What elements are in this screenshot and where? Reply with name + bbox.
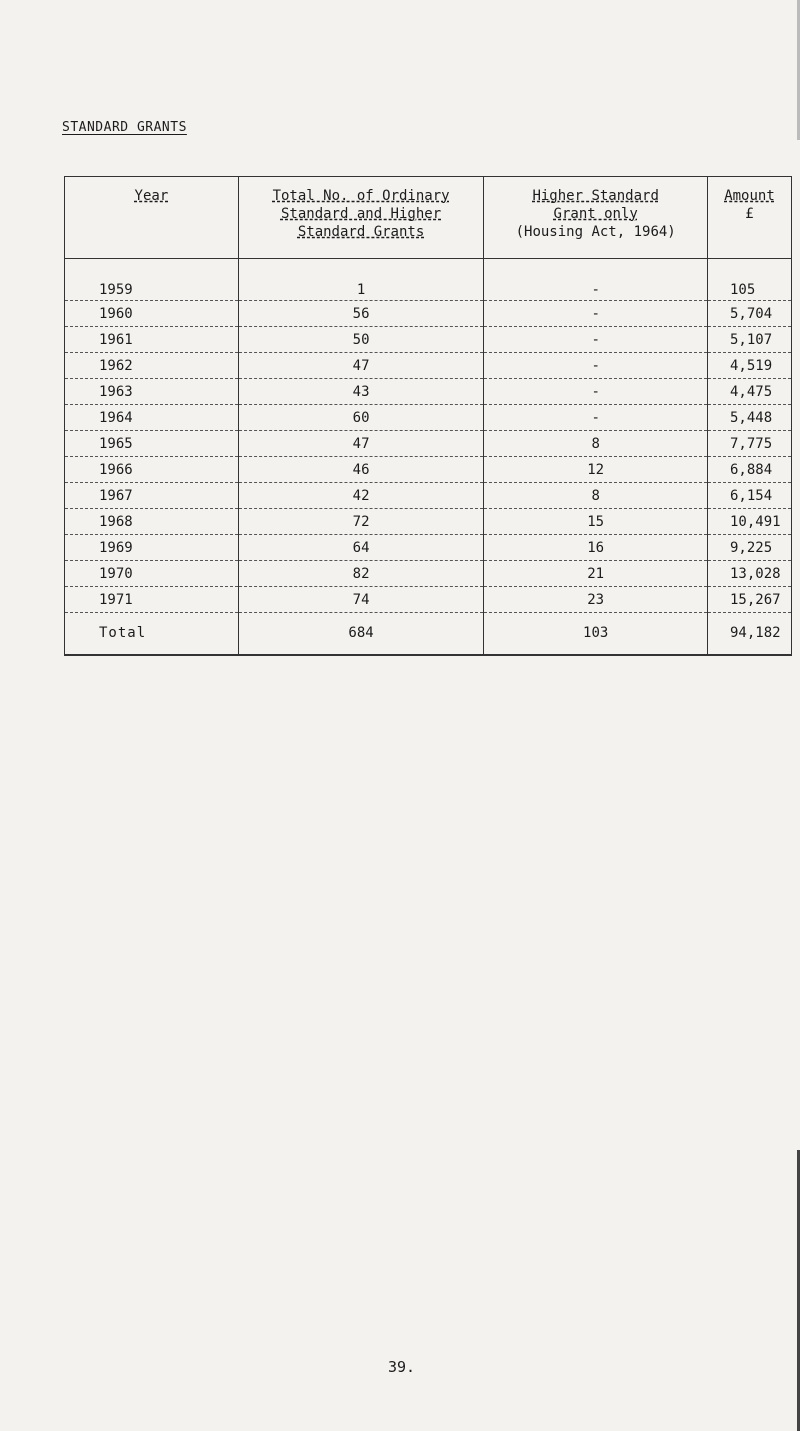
table-row [65, 483, 792, 509]
cell-higher: 23 [484, 587, 708, 613]
cell-year: 1970 [65, 561, 239, 587]
cell-year: 1971 [65, 587, 239, 613]
cell-year: 1969 [65, 535, 239, 561]
cell-ordinary: 56 [238, 301, 484, 327]
table-row [65, 327, 792, 353]
cell-ordinary: 46 [238, 457, 484, 483]
cell-year: 1967 [65, 483, 239, 509]
cell-amount: 5,448 [708, 405, 792, 431]
cell-amount: 105 [708, 259, 792, 301]
cell-amount: 4,475 [708, 379, 792, 405]
cell-amount: 6,154 [708, 483, 792, 509]
cell-ordinary: 47 [238, 353, 484, 379]
cell-higher: 16 [484, 535, 708, 561]
page-title: STANDARD GRANTS [62, 120, 187, 135]
cell-year: 1962 [65, 353, 239, 379]
total-amount: 94,182 [708, 613, 792, 655]
table-header-row [65, 177, 792, 259]
cell-higher: - [484, 405, 708, 431]
cell-amount: 10,491 [708, 509, 792, 535]
cell-higher: - [484, 259, 708, 301]
cell-amount: 6,884 [708, 457, 792, 483]
cell-amount: 15,267 [708, 587, 792, 613]
table-row [65, 405, 792, 431]
table-row [65, 509, 792, 535]
cell-ordinary: 42 [238, 483, 484, 509]
cell-ordinary: 64 [238, 535, 484, 561]
total-ordinary: 684 [238, 613, 484, 655]
table-row [65, 561, 792, 587]
cell-ordinary: 43 [238, 379, 484, 405]
cell-higher: 12 [484, 457, 708, 483]
total-higher: 103 [484, 613, 708, 655]
cell-amount: 5,107 [708, 327, 792, 353]
cell-amount: 13,028 [708, 561, 792, 587]
page-number: 39. [388, 1358, 416, 1376]
cell-ordinary: 50 [238, 327, 484, 353]
cell-higher: 21 [484, 561, 708, 587]
table-row [65, 587, 792, 613]
cell-amount: 7,775 [708, 431, 792, 457]
cell-year: 1966 [65, 457, 239, 483]
header-year: Year [65, 177, 239, 259]
cell-amount: 5,704 [708, 301, 792, 327]
cell-year: 1960 [65, 301, 239, 327]
table-row [65, 535, 792, 561]
cell-ordinary: 72 [238, 509, 484, 535]
standard-grants-table [64, 176, 792, 656]
cell-higher: - [484, 379, 708, 405]
cell-higher: 8 [484, 431, 708, 457]
header-amount: Amount £ [708, 177, 792, 259]
cell-year: 1964 [65, 405, 239, 431]
cell-ordinary: 74 [238, 587, 484, 613]
cell-higher: - [484, 353, 708, 379]
cell-year: 1968 [65, 509, 239, 535]
cell-ordinary: 60 [238, 405, 484, 431]
cell-ordinary: 82 [238, 561, 484, 587]
cell-ordinary: 47 [238, 431, 484, 457]
cell-higher: 15 [484, 509, 708, 535]
cell-year: 1965 [65, 431, 239, 457]
table-row [65, 301, 792, 327]
cell-year: 1963 [65, 379, 239, 405]
table-row [65, 431, 792, 457]
table-row [65, 353, 792, 379]
cell-higher: - [484, 301, 708, 327]
cell-amount: 9,225 [708, 535, 792, 561]
total-label: Total [65, 613, 239, 655]
cell-ordinary: 1 [238, 259, 484, 301]
table-row [65, 457, 792, 483]
table-total-row [65, 613, 792, 655]
cell-amount: 4,519 [708, 353, 792, 379]
cell-year: 1961 [65, 327, 239, 353]
table-row [65, 259, 792, 301]
header-higher-standard-grant: Higher Standard Grant only (Housing Act, 1964) [484, 177, 708, 259]
cell-higher: 8 [484, 483, 708, 509]
header-ordinary-grants: Total No. of Ordinary Standard and Higher Standard Grants [238, 177, 484, 259]
cell-higher: - [484, 327, 708, 353]
table-row [65, 379, 792, 405]
cell-year: 1959 [65, 259, 239, 301]
